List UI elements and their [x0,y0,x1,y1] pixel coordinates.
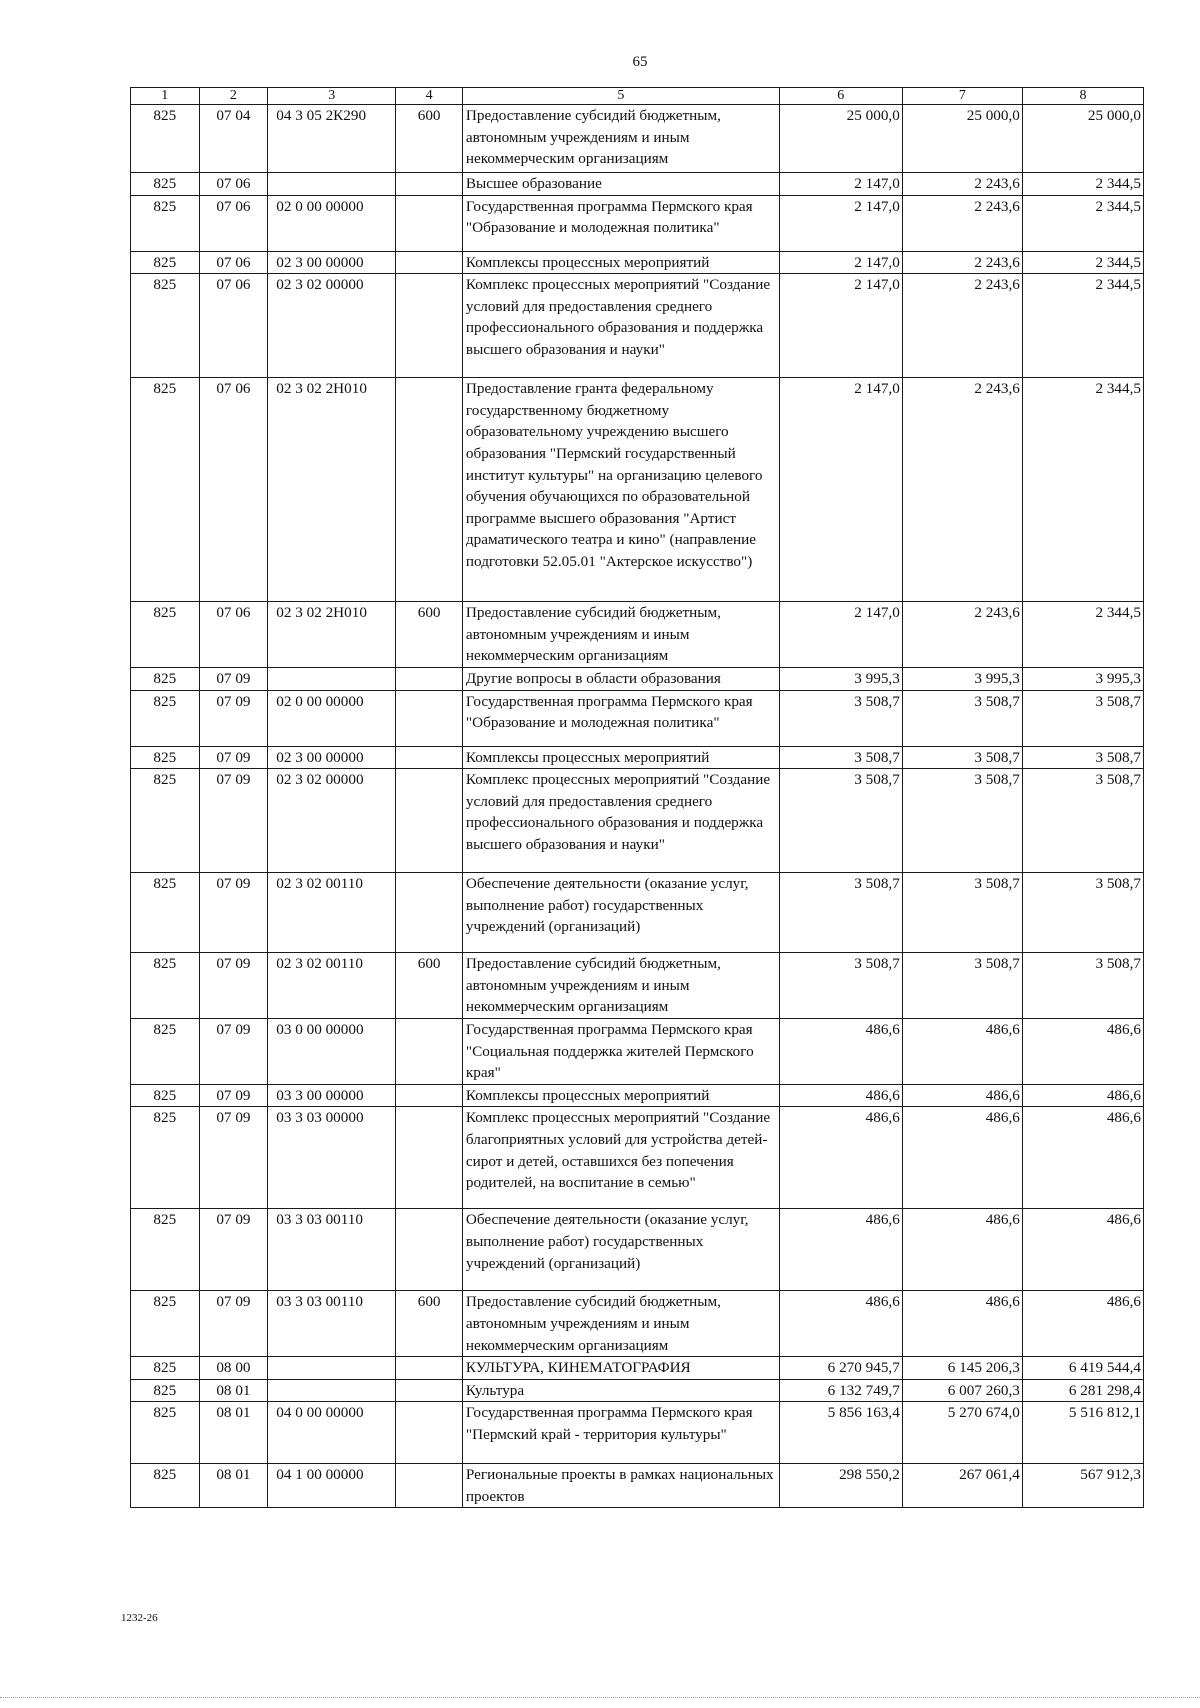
expense-type-cell [396,1357,463,1380]
amount-year2-cell: 2 243,6 [902,602,1022,668]
expense-type-cell [396,195,463,251]
org-code-cell: 825 [131,1291,200,1357]
amount-year1-cell: 25 000,0 [779,105,902,173]
org-code-cell: 825 [131,195,200,251]
amount-year1-cell: 2 147,0 [779,274,902,378]
table-row [131,1018,1144,1084]
expense-type-cell [396,1084,463,1107]
expense-type-cell: 600 [396,105,463,173]
expense-type-cell [396,690,463,746]
section-code-cell: 07 09 [199,1084,268,1107]
column-header: 6 [779,88,902,105]
amount-year2-cell: 3 508,7 [902,690,1022,746]
org-code-cell: 825 [131,667,200,690]
target-article-cell: 04 3 05 2К290 [268,105,396,173]
expense-type-cell [396,1464,463,1508]
table-row [131,953,1144,1019]
table-row [131,1357,1144,1380]
expense-type-cell [396,873,463,953]
section-code-cell: 07 09 [199,746,268,769]
org-code-cell: 825 [131,873,200,953]
target-article-cell: 02 3 02 00000 [268,274,396,378]
section-code-cell: 07 06 [199,274,268,378]
amount-year3-cell: 486,6 [1022,1291,1143,1357]
expense-type-cell [396,1018,463,1084]
expense-type-cell [396,667,463,690]
target-article-cell [268,667,396,690]
expense-type-cell [396,1402,463,1464]
section-code-cell: 07 06 [199,378,268,602]
org-code-cell: 825 [131,1402,200,1464]
amount-year2-cell: 486,6 [902,1291,1022,1357]
section-code-cell: 07 09 [199,667,268,690]
table-row [131,1464,1144,1508]
target-article-cell: 02 0 00 00000 [268,690,396,746]
expense-type-cell [396,746,463,769]
amount-year3-cell: 486,6 [1022,1084,1143,1107]
description-cell: Государственная программа Пермского края "Образование и молодежная политика" [462,690,779,746]
org-code-cell: 825 [131,173,200,196]
expense-type-cell: 600 [396,953,463,1019]
target-article-cell: 02 0 00 00000 [268,195,396,251]
amount-year3-cell: 2 344,5 [1022,251,1143,274]
org-code-cell: 825 [131,1209,200,1291]
org-code-cell: 825 [131,746,200,769]
table-row [131,602,1144,668]
column-header: 7 [902,88,1022,105]
section-code-cell: 08 01 [199,1379,268,1402]
table-row [131,378,1144,602]
expense-type-cell: 600 [396,1291,463,1357]
amount-year1-cell: 6 270 945,7 [779,1357,902,1380]
amount-year3-cell: 486,6 [1022,1209,1143,1291]
table-header-row [131,88,1144,105]
section-code-cell: 07 09 [199,1291,268,1357]
amount-year2-cell: 486,6 [902,1018,1022,1084]
scan-edge-line [0,1697,1200,1698]
description-cell: Государственная программа Пермского края "Пермский край - территория культуры" [462,1402,779,1464]
section-code-cell: 07 04 [199,105,268,173]
target-article-cell [268,1379,396,1402]
target-article-cell: 04 0 00 00000 [268,1402,396,1464]
target-article-cell: 02 3 00 00000 [268,251,396,274]
section-code-cell: 08 00 [199,1357,268,1380]
column-header: 2 [199,88,268,105]
amount-year1-cell: 3 508,7 [779,769,902,873]
target-article-cell: 02 3 00 00000 [268,746,396,769]
table-row [131,769,1144,873]
table-row [131,1209,1144,1291]
amount-year3-cell: 6 419 544,4 [1022,1357,1143,1380]
amount-year3-cell: 3 508,7 [1022,746,1143,769]
table-row [131,274,1144,378]
expense-type-cell [396,274,463,378]
org-code-cell: 825 [131,1018,200,1084]
target-article-cell: 03 3 03 00000 [268,1107,396,1209]
amount-year1-cell: 486,6 [779,1291,902,1357]
amount-year2-cell: 2 243,6 [902,274,1022,378]
amount-year1-cell: 2 147,0 [779,251,902,274]
target-article-cell: 03 3 00 00000 [268,1084,396,1107]
document-code: 1232-26 [121,1612,158,1624]
amount-year2-cell: 25 000,0 [902,105,1022,173]
target-article-cell: 03 3 03 00110 [268,1291,396,1357]
section-code-cell: 08 01 [199,1464,268,1508]
expense-type-cell [396,1379,463,1402]
amount-year1-cell: 486,6 [779,1018,902,1084]
description-cell: Комплексы процессных мероприятий [462,746,779,769]
description-cell: Комплекс процессных мероприятий "Создание условий для предоставления среднего профессионального образования и поддержка высшего образования и науки" [462,769,779,873]
table-row [131,1291,1144,1357]
description-cell: Комплексы процессных мероприятий [462,1084,779,1107]
org-code-cell: 825 [131,105,200,173]
amount-year3-cell: 3 995,3 [1022,667,1143,690]
section-code-cell: 07 09 [199,953,268,1019]
section-code-cell: 07 06 [199,173,268,196]
description-cell: Предоставление гранта федеральному государственному бюджетному образовательному учреждению высшего образования "Пермский государственный институт культуры" на организацию целевого обучения обучающихся по образовательной программе высшего образования "Артист драматического театра и кино" (направление подготовки 52.05.01 "Актерское искусство") [462,378,779,602]
target-article-cell: 04 1 00 00000 [268,1464,396,1508]
org-code-cell: 825 [131,953,200,1019]
section-code-cell: 07 09 [199,1018,268,1084]
target-article-cell: 03 0 00 00000 [268,1018,396,1084]
amount-year1-cell: 2 147,0 [779,602,902,668]
budget-table [130,87,1144,1508]
org-code-cell: 825 [131,378,200,602]
amount-year1-cell: 2 147,0 [779,378,902,602]
amount-year2-cell: 2 243,6 [902,251,1022,274]
amount-year2-cell: 3 508,7 [902,769,1022,873]
table-row [131,173,1144,196]
column-header: 1 [131,88,200,105]
section-code-cell: 08 01 [199,1402,268,1464]
description-cell: Предоставление субсидий бюджетным, автономным учреждениям и иным некоммерческим организациям [462,105,779,173]
amount-year1-cell: 3 508,7 [779,690,902,746]
table-row [131,105,1144,173]
target-article-cell: 02 3 02 00110 [268,873,396,953]
amount-year2-cell: 5 270 674,0 [902,1402,1022,1464]
amount-year2-cell: 3 508,7 [902,953,1022,1019]
section-code-cell: 07 06 [199,251,268,274]
expense-type-cell [396,251,463,274]
amount-year1-cell: 486,6 [779,1084,902,1107]
amount-year2-cell: 486,6 [902,1209,1022,1291]
org-code-cell: 825 [131,1357,200,1380]
amount-year1-cell: 298 550,2 [779,1464,902,1508]
amount-year2-cell: 2 243,6 [902,378,1022,602]
amount-year1-cell: 5 856 163,4 [779,1402,902,1464]
section-code-cell: 07 09 [199,1209,268,1291]
target-article-cell: 02 3 02 00000 [268,769,396,873]
section-code-cell: 07 09 [199,1107,268,1209]
description-cell: Другие вопросы в области образования [462,667,779,690]
target-article-cell [268,173,396,196]
section-code-cell: 07 09 [199,873,268,953]
description-cell: Предоставление субсидий бюджетным, автономным учреждениям и иным некоммерческим организациям [462,602,779,668]
amount-year2-cell: 2 243,6 [902,173,1022,196]
expense-type-cell [396,173,463,196]
target-article-cell: 02 3 02 2Н010 [268,378,396,602]
amount-year2-cell: 6 145 206,3 [902,1357,1022,1380]
description-cell: Государственная программа Пермского края "Социальная поддержка жителей Пермского края" [462,1018,779,1084]
org-code-cell: 825 [131,769,200,873]
amount-year1-cell: 3 508,7 [779,746,902,769]
column-header: 5 [462,88,779,105]
amount-year1-cell: 2 147,0 [779,195,902,251]
description-cell: Высшее образование [462,173,779,196]
table-row [131,1379,1144,1402]
column-header: 8 [1022,88,1143,105]
org-code-cell: 825 [131,1084,200,1107]
amount-year2-cell: 486,6 [902,1084,1022,1107]
table-row [131,746,1144,769]
page-number: 65 [632,54,648,70]
org-code-cell: 825 [131,1379,200,1402]
amount-year1-cell: 486,6 [779,1107,902,1209]
amount-year2-cell: 2 243,6 [902,195,1022,251]
amount-year3-cell: 6 281 298,4 [1022,1379,1143,1402]
section-code-cell: 07 06 [199,195,268,251]
amount-year2-cell: 3 995,3 [902,667,1022,690]
amount-year1-cell: 3 508,7 [779,953,902,1019]
amount-year3-cell: 486,6 [1022,1018,1143,1084]
amount-year1-cell: 3 995,3 [779,667,902,690]
org-code-cell: 825 [131,1107,200,1209]
table-row [131,1402,1144,1464]
column-header: 4 [396,88,463,105]
description-cell: Культура [462,1379,779,1402]
amount-year3-cell: 2 344,5 [1022,195,1143,251]
target-article-cell: 03 3 03 00110 [268,1209,396,1291]
amount-year2-cell: 486,6 [902,1107,1022,1209]
table-row [131,195,1144,251]
expense-type-cell [396,769,463,873]
description-cell: Предоставление субсидий бюджетным, автономным учреждениям и иным некоммерческим организациям [462,1291,779,1357]
description-cell: Комплекс процессных мероприятий "Создание благоприятных условий для устройства детей-сирот и детей, оставшихся без попечения родителей, на воспитание в семью" [462,1107,779,1209]
amount-year3-cell: 567 912,3 [1022,1464,1143,1508]
amount-year2-cell: 267 061,4 [902,1464,1022,1508]
amount-year3-cell: 3 508,7 [1022,690,1143,746]
section-code-cell: 07 09 [199,769,268,873]
amount-year3-cell: 5 516 812,1 [1022,1402,1143,1464]
amount-year2-cell: 3 508,7 [902,873,1022,953]
description-cell: Государственная программа Пермского края "Образование и молодежная политика" [462,195,779,251]
description-cell: Комплексы процессных мероприятий [462,251,779,274]
org-code-cell: 825 [131,251,200,274]
amount-year1-cell: 3 508,7 [779,873,902,953]
amount-year1-cell: 2 147,0 [779,173,902,196]
target-article-cell: 02 3 02 00110 [268,953,396,1019]
description-cell: Обеспечение деятельности (оказание услуг, выполнение работ) государственных учреждений (организаций) [462,873,779,953]
amount-year3-cell: 486,6 [1022,1107,1143,1209]
description-cell: Предоставление субсидий бюджетным, автономным учреждениям и иным некоммерческим организациям [462,953,779,1019]
expense-type-cell [396,378,463,602]
amount-year2-cell: 6 007 260,3 [902,1379,1022,1402]
target-article-cell [268,1357,396,1380]
section-code-cell: 07 09 [199,690,268,746]
org-code-cell: 825 [131,602,200,668]
amount-year3-cell: 3 508,7 [1022,769,1143,873]
amount-year1-cell: 6 132 749,7 [779,1379,902,1402]
org-code-cell: 825 [131,274,200,378]
amount-year3-cell: 2 344,5 [1022,173,1143,196]
amount-year1-cell: 486,6 [779,1209,902,1291]
table-row [131,667,1144,690]
description-cell: Региональные проекты в рамках национальных проектов [462,1464,779,1508]
table-row [131,1084,1144,1107]
column-header: 3 [268,88,396,105]
amount-year3-cell: 2 344,5 [1022,378,1143,602]
table-row [131,690,1144,746]
section-code-cell: 07 06 [199,602,268,668]
org-code-cell: 825 [131,690,200,746]
expense-type-cell: 600 [396,602,463,668]
amount-year3-cell: 2 344,5 [1022,274,1143,378]
description-cell: КУЛЬТУРА, КИНЕМАТОГРАФИЯ [462,1357,779,1380]
description-cell: Комплекс процессных мероприятий "Создание условий для предоставления среднего профессионального образования и поддержка высшего образования и науки" [462,274,779,378]
amount-year3-cell: 25 000,0 [1022,105,1143,173]
expense-type-cell [396,1209,463,1291]
amount-year3-cell: 3 508,7 [1022,953,1143,1019]
target-article-cell: 02 3 02 2Н010 [268,602,396,668]
amount-year3-cell: 3 508,7 [1022,873,1143,953]
amount-year3-cell: 2 344,5 [1022,602,1143,668]
description-cell: Обеспечение деятельности (оказание услуг, выполнение работ) государственных учреждений (организаций) [462,1209,779,1291]
amount-year2-cell: 3 508,7 [902,746,1022,769]
table-row [131,1107,1144,1209]
org-code-cell: 825 [131,1464,200,1508]
table-row [131,873,1144,953]
table-row [131,251,1144,274]
expense-type-cell [396,1107,463,1209]
